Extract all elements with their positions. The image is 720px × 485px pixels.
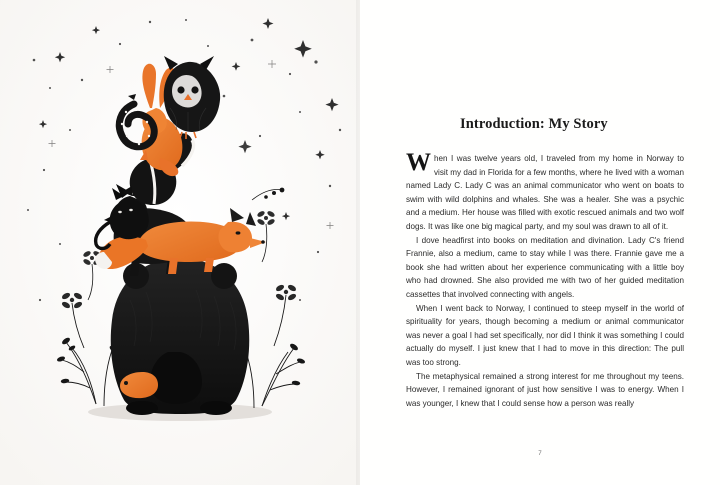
body-text: [406, 149, 684, 410]
drop-cap: W: [406, 149, 431, 176]
page-title: Introduction: My Story: [460, 116, 608, 132]
paragraph-1: [406, 149, 684, 234]
paragraph-1-text: hen I was twelve years old, I traveled from my home in Norway to visit my dad in Florida for a few months, where he lived with a woman named Lady C. Lady C was an animal communicator who went on boats to swim with wild dolphins and whales. She was a healer. She was a psychic and a medium. Her house was filled with exotic rescued animals and two wolf dogs. It was like one big magical party, and my soul was drawn to all of it.: [406, 154, 684, 231]
right-page: [360, 0, 720, 485]
paragraph-2: I dove headfirst into books on meditation and divination. Lady C's friend Frannie, also a medium, came to stay while I was there. Frannie gave me a book she had written about her experience communicating with a little boy who had drowned. She also provided me with two of her guided meditation cassettes that involved connecting with angels.: [406, 235, 684, 299]
page-number: 7: [538, 450, 542, 457]
paragraph-4: The metaphysical remained a strong interest for me throughout my teens. However, I remained ignorant of just how sensitive I was to energy. When I was younger, I knew that I could sense how a person was really: [406, 371, 684, 408]
black-bear: [111, 258, 250, 415]
paragraph-3: When I went back to Norway, I continued to steep myself in the world of spirituality for years, though becoming a medium or animal communicator was never a goal I had set specifically, nor did I think it was something I could actually do myself. I just knew that I had to move in this direction: The pull was too strong.: [406, 303, 684, 367]
